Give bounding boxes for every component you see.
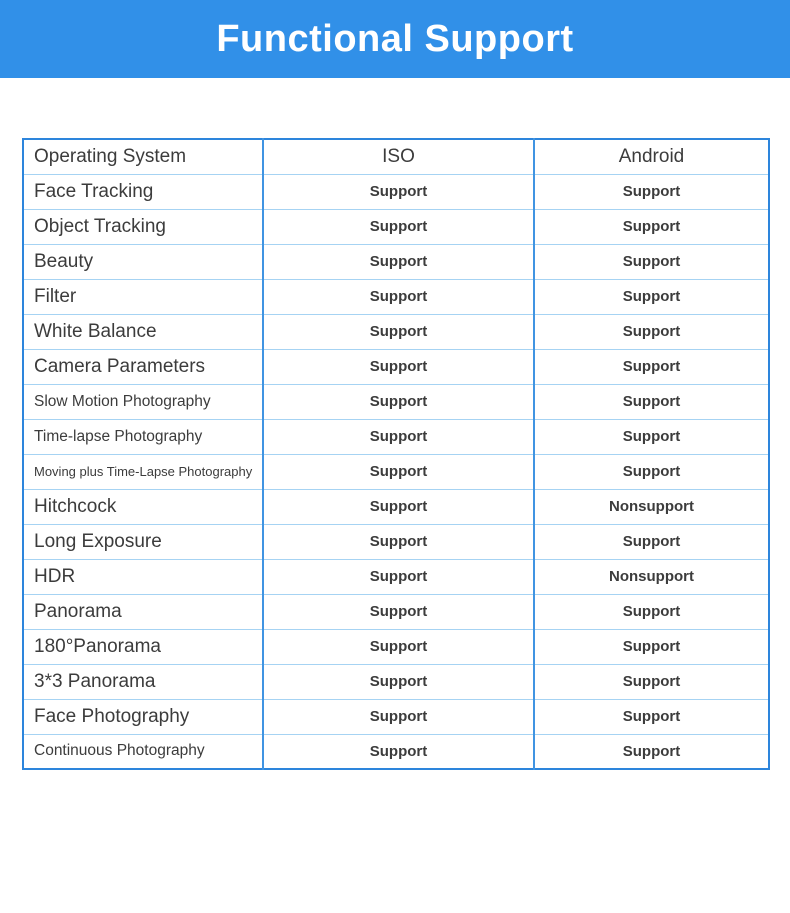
iso-support-cell: Support: [263, 524, 534, 559]
column-header-android: Android: [618, 145, 685, 167]
iso-support-cell: Support: [263, 629, 534, 664]
feature-name-cell: Camera Parameters: [23, 349, 263, 384]
page-banner: [0, 0, 790, 78]
table-row: [23, 279, 769, 314]
table-row: [23, 594, 769, 629]
table-row: [23, 454, 769, 489]
table-row: [23, 384, 769, 419]
iso-support-cell: Support: [263, 419, 534, 454]
iso-support-cell: Support: [263, 594, 534, 629]
android-support-cell: Support: [534, 699, 769, 734]
table-container: [22, 138, 768, 770]
android-support-cell: Support: [534, 524, 769, 559]
iso-support-cell: Support: [263, 314, 534, 349]
column-header-operating-system: Operating System: [23, 139, 263, 174]
page-title: Functional Support: [216, 18, 574, 60]
feature-name-cell: Time-lapse Photography: [23, 419, 263, 454]
table-row: [23, 349, 769, 384]
feature-name-cell: 3*3 Panorama: [23, 664, 263, 699]
table-row: [23, 174, 769, 209]
iso-support-cell: Support: [263, 349, 534, 384]
android-support-cell: Support: [534, 314, 769, 349]
android-support-cell: Support: [534, 279, 769, 314]
column-header-iso: ISO: [263, 139, 534, 174]
feature-name-cell: Moving plus Time-Lapse Photography: [23, 454, 263, 489]
feature-name-cell: HDR: [23, 559, 263, 594]
android-support-cell: Support: [534, 174, 769, 209]
android-support-cell: Support: [534, 594, 769, 629]
feature-name-cell: Continuous Photography: [23, 734, 263, 769]
iso-support-cell: Support: [263, 209, 534, 244]
iso-support-cell: Support: [263, 454, 534, 489]
feature-name-cell: 180°Panorama: [23, 629, 263, 664]
feature-name-cell: Hitchcock: [23, 489, 263, 524]
android-support-cell: Support: [534, 209, 769, 244]
android-support-cell: Support: [534, 734, 769, 769]
feature-name-cell: Filter: [23, 279, 263, 314]
feature-name-cell: Face Tracking: [23, 174, 263, 209]
feature-name-cell: Panorama: [23, 594, 263, 629]
support-table: [22, 138, 770, 770]
table-row: [23, 419, 769, 454]
iso-support-cell: Support: [263, 384, 534, 419]
android-support-cell: Support: [534, 629, 769, 664]
table-row: [23, 209, 769, 244]
iso-support-cell: Support: [263, 174, 534, 209]
android-support-cell: Support: [534, 384, 769, 419]
android-support-cell: Support: [534, 419, 769, 454]
iso-support-cell: Support: [263, 734, 534, 769]
feature-name-cell: Object Tracking: [23, 209, 263, 244]
iso-support-cell: Support: [263, 559, 534, 594]
android-support-cell: Support: [534, 349, 769, 384]
table-row: [23, 244, 769, 279]
feature-name-cell: Beauty: [23, 244, 263, 279]
iso-support-cell: Support: [263, 279, 534, 314]
iso-support-cell: Support: [263, 244, 534, 279]
android-support-cell: Support: [534, 454, 769, 489]
feature-name-cell: Slow Motion Photography: [23, 384, 263, 419]
table-body: [23, 174, 769, 769]
feature-name-cell: Long Exposure: [23, 524, 263, 559]
android-support-cell: Nonsupport: [534, 559, 769, 594]
table-row: [23, 734, 769, 769]
feature-name-cell: Face Photography: [23, 699, 263, 734]
table-row: [23, 524, 769, 559]
table-row: [23, 559, 769, 594]
android-support-cell: Support: [534, 664, 769, 699]
table-header-row: [23, 139, 769, 174]
table-row: [23, 489, 769, 524]
iso-support-cell: Support: [263, 489, 534, 524]
feature-name-cell: White Balance: [23, 314, 263, 349]
table-row: [23, 664, 769, 699]
iso-support-cell: Support: [263, 664, 534, 699]
iso-support-cell: Support: [263, 699, 534, 734]
table-row: [23, 699, 769, 734]
table-row: [23, 314, 769, 349]
android-support-cell: Nonsupport: [534, 489, 769, 524]
table-row: [23, 629, 769, 664]
android-support-cell: Support: [534, 244, 769, 279]
